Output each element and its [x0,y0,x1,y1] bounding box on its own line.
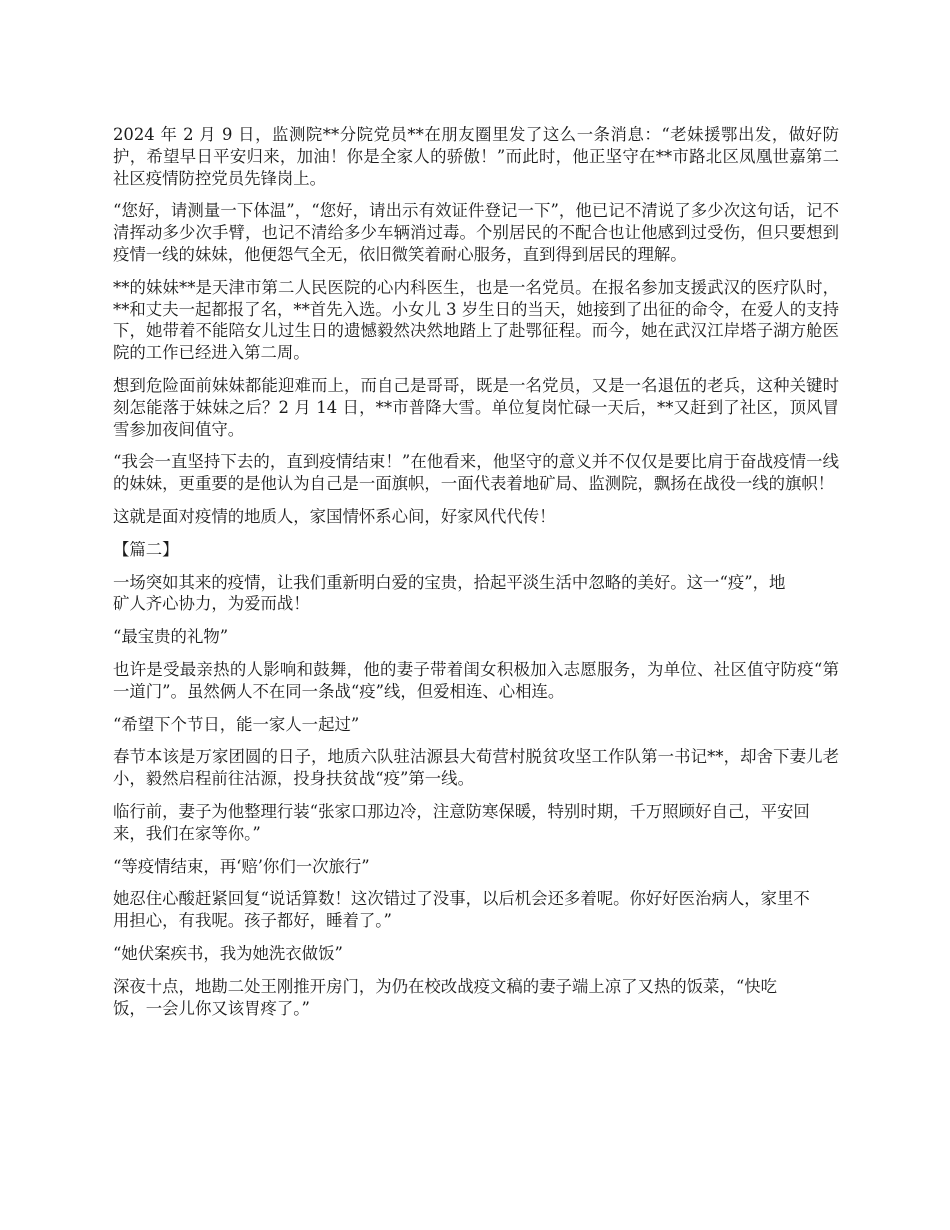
subheading-2: “希望下个节日，能一家人一起过” [113,714,360,734]
paragraph-4: 想到危险面前妹妹都能迎难而上，而自己是哥哥，既是一名党员，又是一名退伍的老兵，这种关键时刻怎能落于妹妹之后？2 月 14 日，**市普降大雪。单位复岗忙碌一天后，**又赶到了社区，顶风冒雪参加夜间值守。 [113,375,839,439]
paragraph-11: 她忍住心酸赶紧回复“说话算数！这次错过了没事，以后机会还多着呢。你好好医治病人，家里不用担心，有我呢。孩子都好，睡着了。” [113,889,810,931]
subheading-1: “最宝贵的礼物” [113,627,229,647]
document-body [113,124,839,1030]
paragraph-12: 深夜十点，地勘二处王刚推开房门，为仍在校改战疫文稿的妻子端上凉了又热的饭菜，“快吃饭，一会儿你又该胃疼了。” [113,976,778,1018]
section-title: 【篇二】 [113,539,179,559]
paragraph-7: 一场突如其来的疫情，让我们重新明白爱的宝贵，拾起平淡生活中忽略的美好。这一“疫”，地矿人齐心协力，为爱而战！ [113,572,786,614]
paragraph-9: 春节本该是万家团圆的日子，地质六队驻沽源县大荀营村脱贫攻坚工作队第一书记**，却舍下妻儿老小，毅然启程前往沽源，投身扶贫战“疫”第一线。 [113,747,839,789]
paragraph-8: 也许是受最亲热的人影响和鼓舞，他的妻子带着闺女积极加入志愿服务，为单位、社区值守防疫“第一道门”。虽然俩人不在同一条战“疫”线，但爱相连、心相连。 [113,659,839,701]
paragraph-5: “我会一直坚持下去的，直到疫情结束！”在他看来，他坚守的意义并不仅仅是要比肩于奋战疫情一线的妹妹，更重要的是他认为自己是一面旗帜，一面代表着地矿局、监测院，飘扬在战役一线的旗帜！ [113,452,839,494]
paragraph-10: 临行前，妻子为他整理行装“张家口那边冷，注意防寒保暖，特别时期，千万照顾好自己，平安回来，我们在家等你。” [113,801,810,843]
paragraph-3: **的妹妹**是天津市第二人民医院的心内科医生，也是一名党员。在报名参加支援武汉的医疗队时，**和丈夫一起都报了名，**首先入选。小女儿 3 岁生日的当天，她接到了出征的命令，在爱人的支持下，她带着不能陪女儿过生日的遗憾毅然决然地踏上了赴鄂征程。而今，她在武汉江岸塔子湖方舱医院的工作已经进入第二周。 [113,277,839,363]
paragraph-1: 2024 年 2 月 9 日，监测院**分院党员**在朋友圈里发了这么一条消息：“老妹援鄂出发，做好防护，希望早日平安归来，加油！你是全家人的骄傲！”而此时，他正坚守在**市路北区凤凰世嘉第二社区疫情防控党员先锋岗上。 [113,125,839,188]
paragraph-6: 这就是面对疫情的地质人，家国情怀系心间，好家风代代传！ [113,506,556,526]
paragraph-2: “您好，请测量一下体温”，“您好，请出示有效证件登记一下”，他已记不清说了多少次这句话，记不清挥动多少次手臂，也记不清给多少车辆消过毒。个别居民的不配合也让他感到过受伤，但只要想到疫情一线的妹妹，他便怨气全无，依旧微笑着耐心服务，直到得到居民的理解。 [113,201,839,264]
subheading-3: “等疫情结束，再‘赔’你们一次旅行” [113,856,370,876]
subheading-4: “她伏案疾书，我为她洗衣做饭” [113,943,343,963]
